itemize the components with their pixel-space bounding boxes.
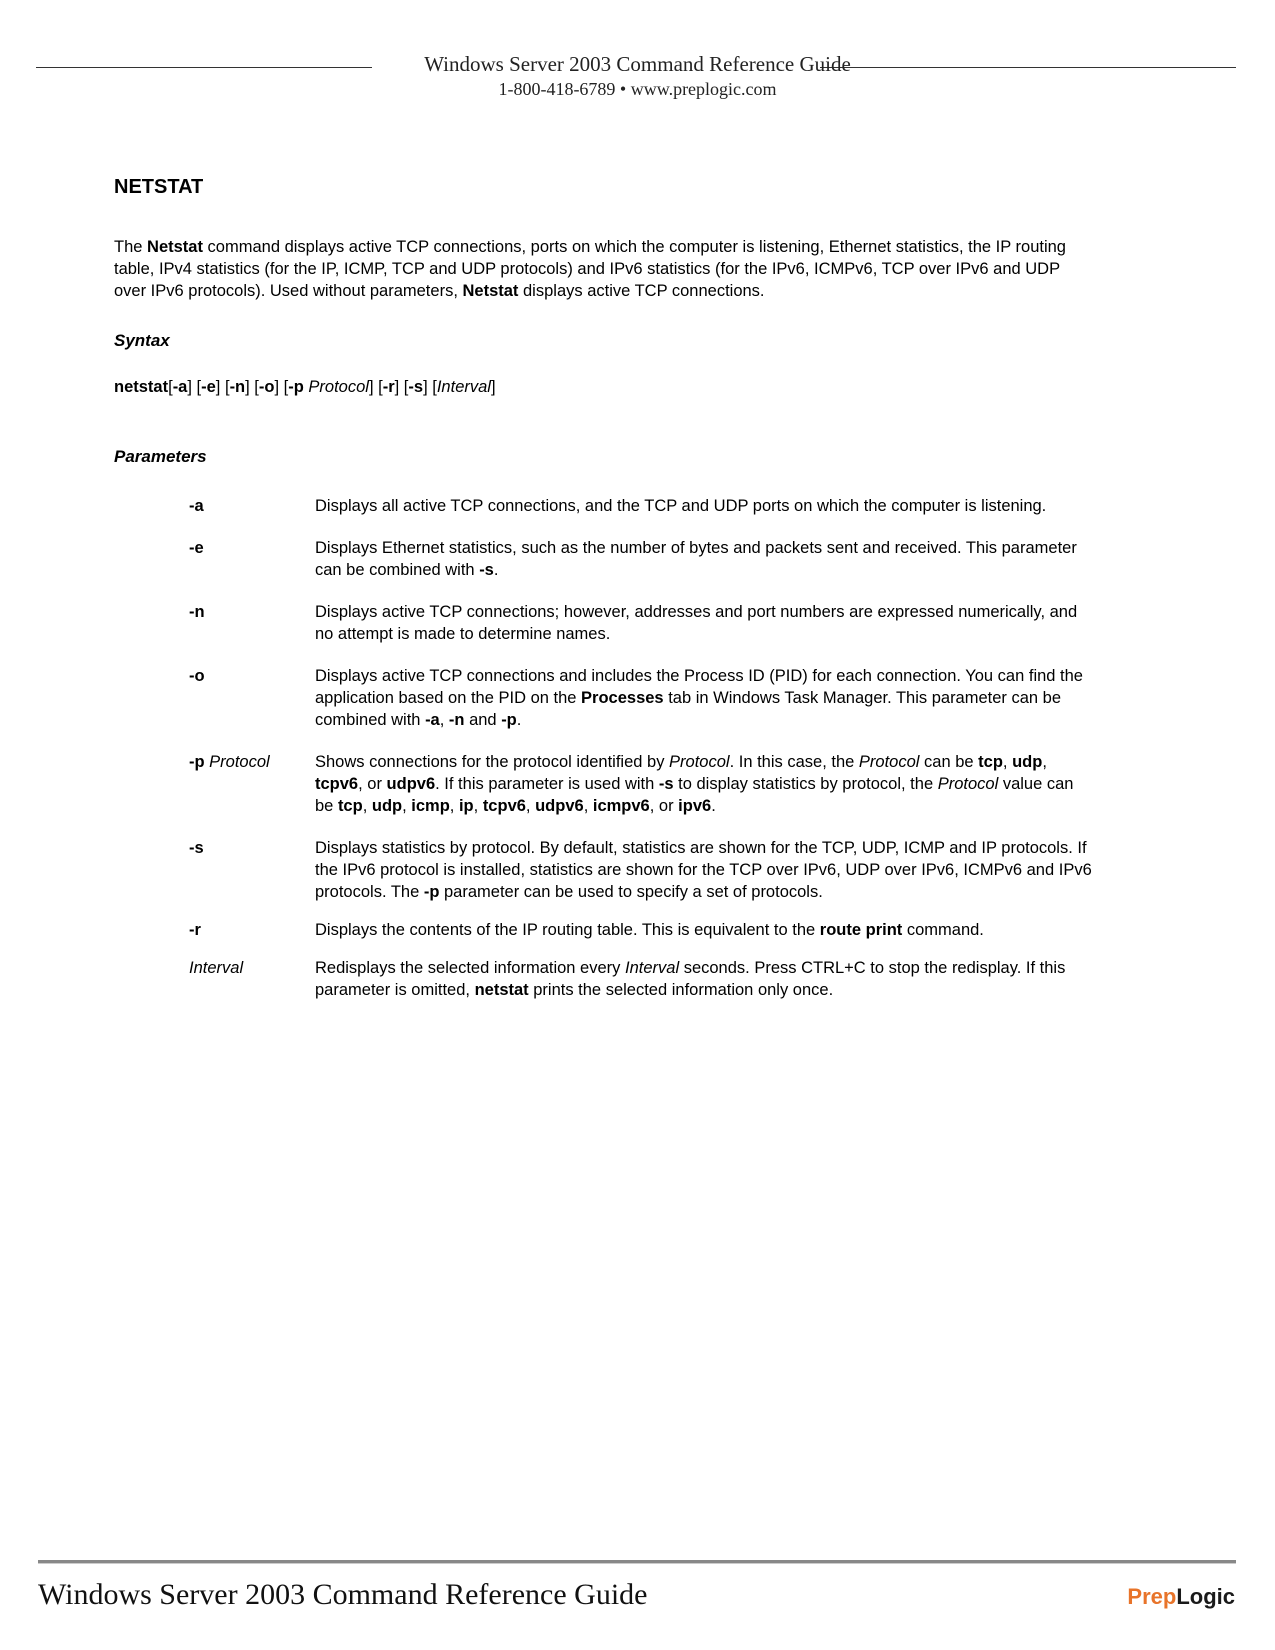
param-name: -o [189,667,205,685]
param-row-n [114,601,1094,645]
param-row-e [114,537,1094,581]
param-description: Displays Ethernet statistics, such as the number of bytes and packets sent and received. This parameter can be combined with -s. [315,539,1077,579]
param-name: -n [189,603,205,621]
param-description: Displays the contents of the IP routing table. This is equivalent to the route print command. [315,921,984,939]
param-name: -p Protocol [189,753,270,771]
preplogic-logo: PrepLogic [1127,1584,1235,1609]
param-name: -r [189,921,201,939]
param-row-interval [114,957,1094,1001]
param-name: -a [189,497,204,515]
footer-rule [38,1560,1236,1564]
param-row-o [114,665,1094,731]
header-title: Windows Server 2003 Command Reference Guide [424,52,851,76]
command-description: The Netstat command displays active TCP connections, ports on which the computer is listening, Ethernet statistics, the IP routing table, IPv4 statistics (for the IP, ICMP, TCP and UDP protocols) and IPv6 statistics (for the IPv6, ICMPv6, TCP over IPv6 and UDP over IPv6 protocols). Used without parameters, Netstat displays active TCP connections. [114,238,1066,300]
param-description: Redisplays the selected information every Interval seconds. Press CTRL+C to stop the redisplay. If this parameter is omitted, netstat prints the selected information only once. [315,959,1066,999]
param-row-r [114,919,1094,941]
param-row-p [114,751,1094,817]
param-description: Displays active TCP connections; however, addresses and port numbers are expressed numerically, and no attempt is made to determine names. [315,603,1078,643]
syntax-heading: Syntax [114,331,170,350]
param-description: Displays active TCP connections and includes the Process ID (PID) for each connection. You can find the application based on the PID on the Processes tab in Windows Task Manager. This parameter can be combined with -a, -n and -p. [315,667,1083,729]
param-row-a [114,495,1094,517]
document-body [114,176,1094,1021]
parameters-heading: Parameters [114,447,207,466]
param-name: -e [189,539,204,557]
param-name: Interval [189,959,244,977]
param-description: Shows connections for the protocol identified by Protocol. In this case, the Protocol can be tcp, udp, tcpv6, or udpv6. If this parameter is used with -s to display statistics by protocol, the Protocol value can be tcp, udp, icmp, ip, tcpv6, udpv6, icmpv6, or ipv6. [315,753,1074,815]
param-row-s [114,837,1094,903]
syntax-line: netstat[-a] [-e] [-n] [-o] [-p Protocol] [-r] [-s] [Interval] [114,378,496,396]
param-description: Displays statistics by protocol. By default, statistics are shown for the TCP, UDP, ICMP and IP protocols. If the IPv6 protocol is installed, statistics are shown for the TCP over IPv6, UDP over IPv6, ICMPv6 and IPv6 protocols. The -p parameter can be used to specify a set of protocols. [315,839,1092,901]
param-name: -s [189,839,204,857]
parameters-list [114,495,1094,1001]
param-description: Displays all active TCP connections, and the TCP and UDP ports on which the computer is listening. [315,497,1047,515]
command-title: NETSTAT [114,176,204,198]
footer-title: Windows Server 2003 Command Reference Guide [38,1578,648,1611]
header-contact: 1-800-418-6789 • www.preplogic.com [498,79,777,99]
